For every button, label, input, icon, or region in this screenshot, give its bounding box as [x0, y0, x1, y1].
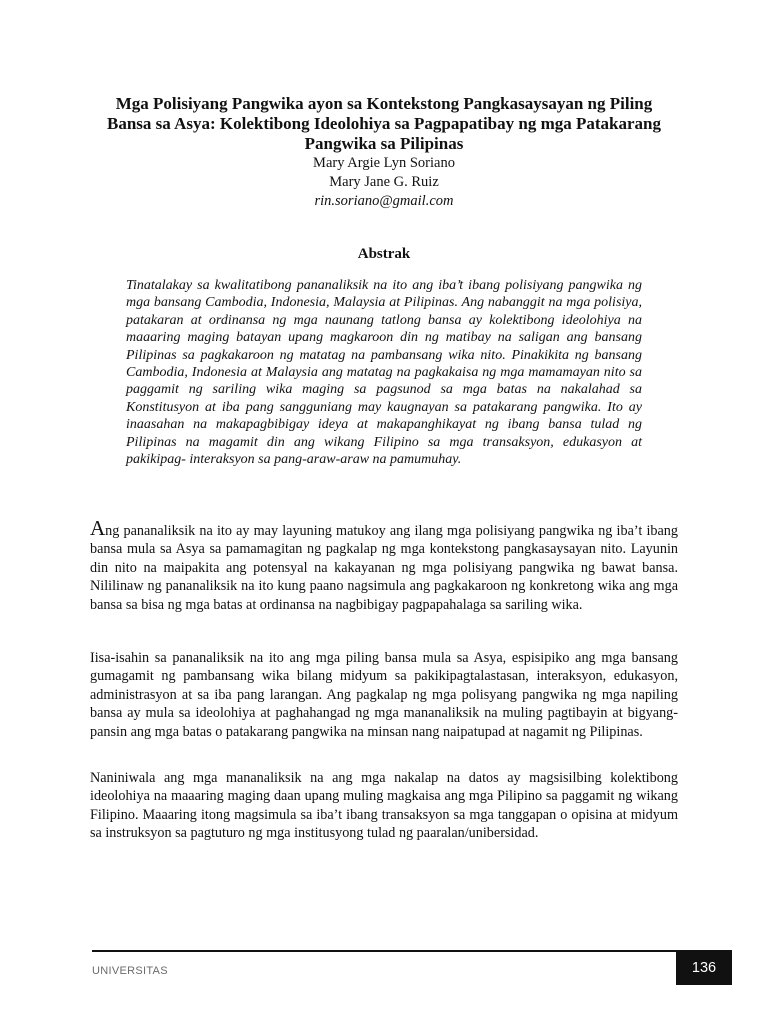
journal-name: UNIVERSITAS	[92, 965, 168, 977]
drop-cap: A	[90, 516, 106, 540]
abstract-text: Tinatalakay sa kwalitatibong pananaliksik na ito ang iba’t ibang polisiyang pangwika ng mga bansang Cambodia, Indonesia, Malaysia at Pilipinas. Ang nabanggit na mga polisiya, patakaran at ordinansa ng mga naunang tatlong bansa ay kolektibong ideolohiya na maaaring maging batayan upang magkaroon din ng matibay na saligan ang bansang Pilipinas sa pagkakaroon ng matatag na pambansang wika nito. Pinakikita ng bansang Cambodia, Indonesia at Malaysia ang matatag na pagkakaisa ng mga mamamayan nito sa paggamit ng sariling wika maging sa pagsunod sa mga batas na nakalahad sa Konstitusyon at iba pang sangguniang may kaugnayan sa patakarang pangwika. Ito ay inaasahan na makapagbibigay ideya at makapanghikayat ng ibang bansa tulad ng Pilipinas na magamit din ang wikang Filipino sa mga transaksyon, edukasyon at pakikipag- interaksyon sa pang-araw-araw na pamumuhay.	[126, 278, 642, 468]
paper-title: Mga Polisiyang Pangwika ayon sa Kontekstong Pangkasaysayan ng Piling Bansa sa Asya: Kolektibong Ideolohiya sa Pagpapatibay ng mga Patakarang Pangwika sa Pilipinas	[106, 94, 661, 153]
author-name-1: Mary Argie Lyn Soriano	[313, 155, 455, 171]
footer-divider	[92, 950, 676, 952]
page-number: 136	[691, 959, 717, 976]
body-paragraph-3: Naniniwala ang mga mananaliksik na ang mga nakalap na datos ay magsisilbing kolektibong ideolohiya na maaaring maging daan upang muling magkaisa ang mga Pilipino sa paggamit ng wikang Filipino. Maaaring itong magsimula sa iba’t ibang transaksyon sa mga tanggapan o opisina at midyum sa instruksyon sa pagtuturo ng mga institusyong tulad ng paaralan/unibersidad.	[90, 770, 678, 842]
body-paragraph-1-text: ng pananaliksik na ito ay may layuning matukoy ang ilang mga polisiyang pangwika ng iba’t ibang bansa mula sa Asya sa pamamagitan ng pagkalap ng mga kontekstong pangkasaysayan nito. Layunin din nito na maipakita ang potensyal na kakayanan ng mga polisiyang pangwika ng bawat bansa. Nililinaw ng pananaliksik na ito kung paano nagsimula ang pagkakaroon ng konkretong wika ang mga bansa sa bisa ng mga batas at ordinansa na nagbibigay pagpapahalaga sa sariling wika.	[90, 523, 678, 613]
author-email: rin.soriano@gmail.com	[314, 193, 454, 209]
abstract-heading: Abstrak	[357, 246, 411, 262]
body-paragraph-2: Iisa-isahin sa pananaliksik na ito ang mga piling bansa mula sa Asya, espisipiko ang mga bansang gumagamit ng pambansang wika bilang midyum sa pakikipagtalastasan, interaksyon, edukasyon, administrasyon at sa iba pang larangan. Ang pagkalap ng mga polisyang pangwika ng mga napiling bansa ay mula sa ideolohiya at paghahangad ng mga mananaliksik na muling pagtibayin at bigyang-pansin ang mga batas o patakarang pangwika na minsan nang naipatupad at nagamit ng Pilipinas.	[90, 650, 678, 740]
body-paragraph-1	[90, 516, 678, 614]
author-name-2: Mary Jane G. Ruiz	[329, 174, 439, 190]
page-number-badge	[676, 950, 732, 985]
